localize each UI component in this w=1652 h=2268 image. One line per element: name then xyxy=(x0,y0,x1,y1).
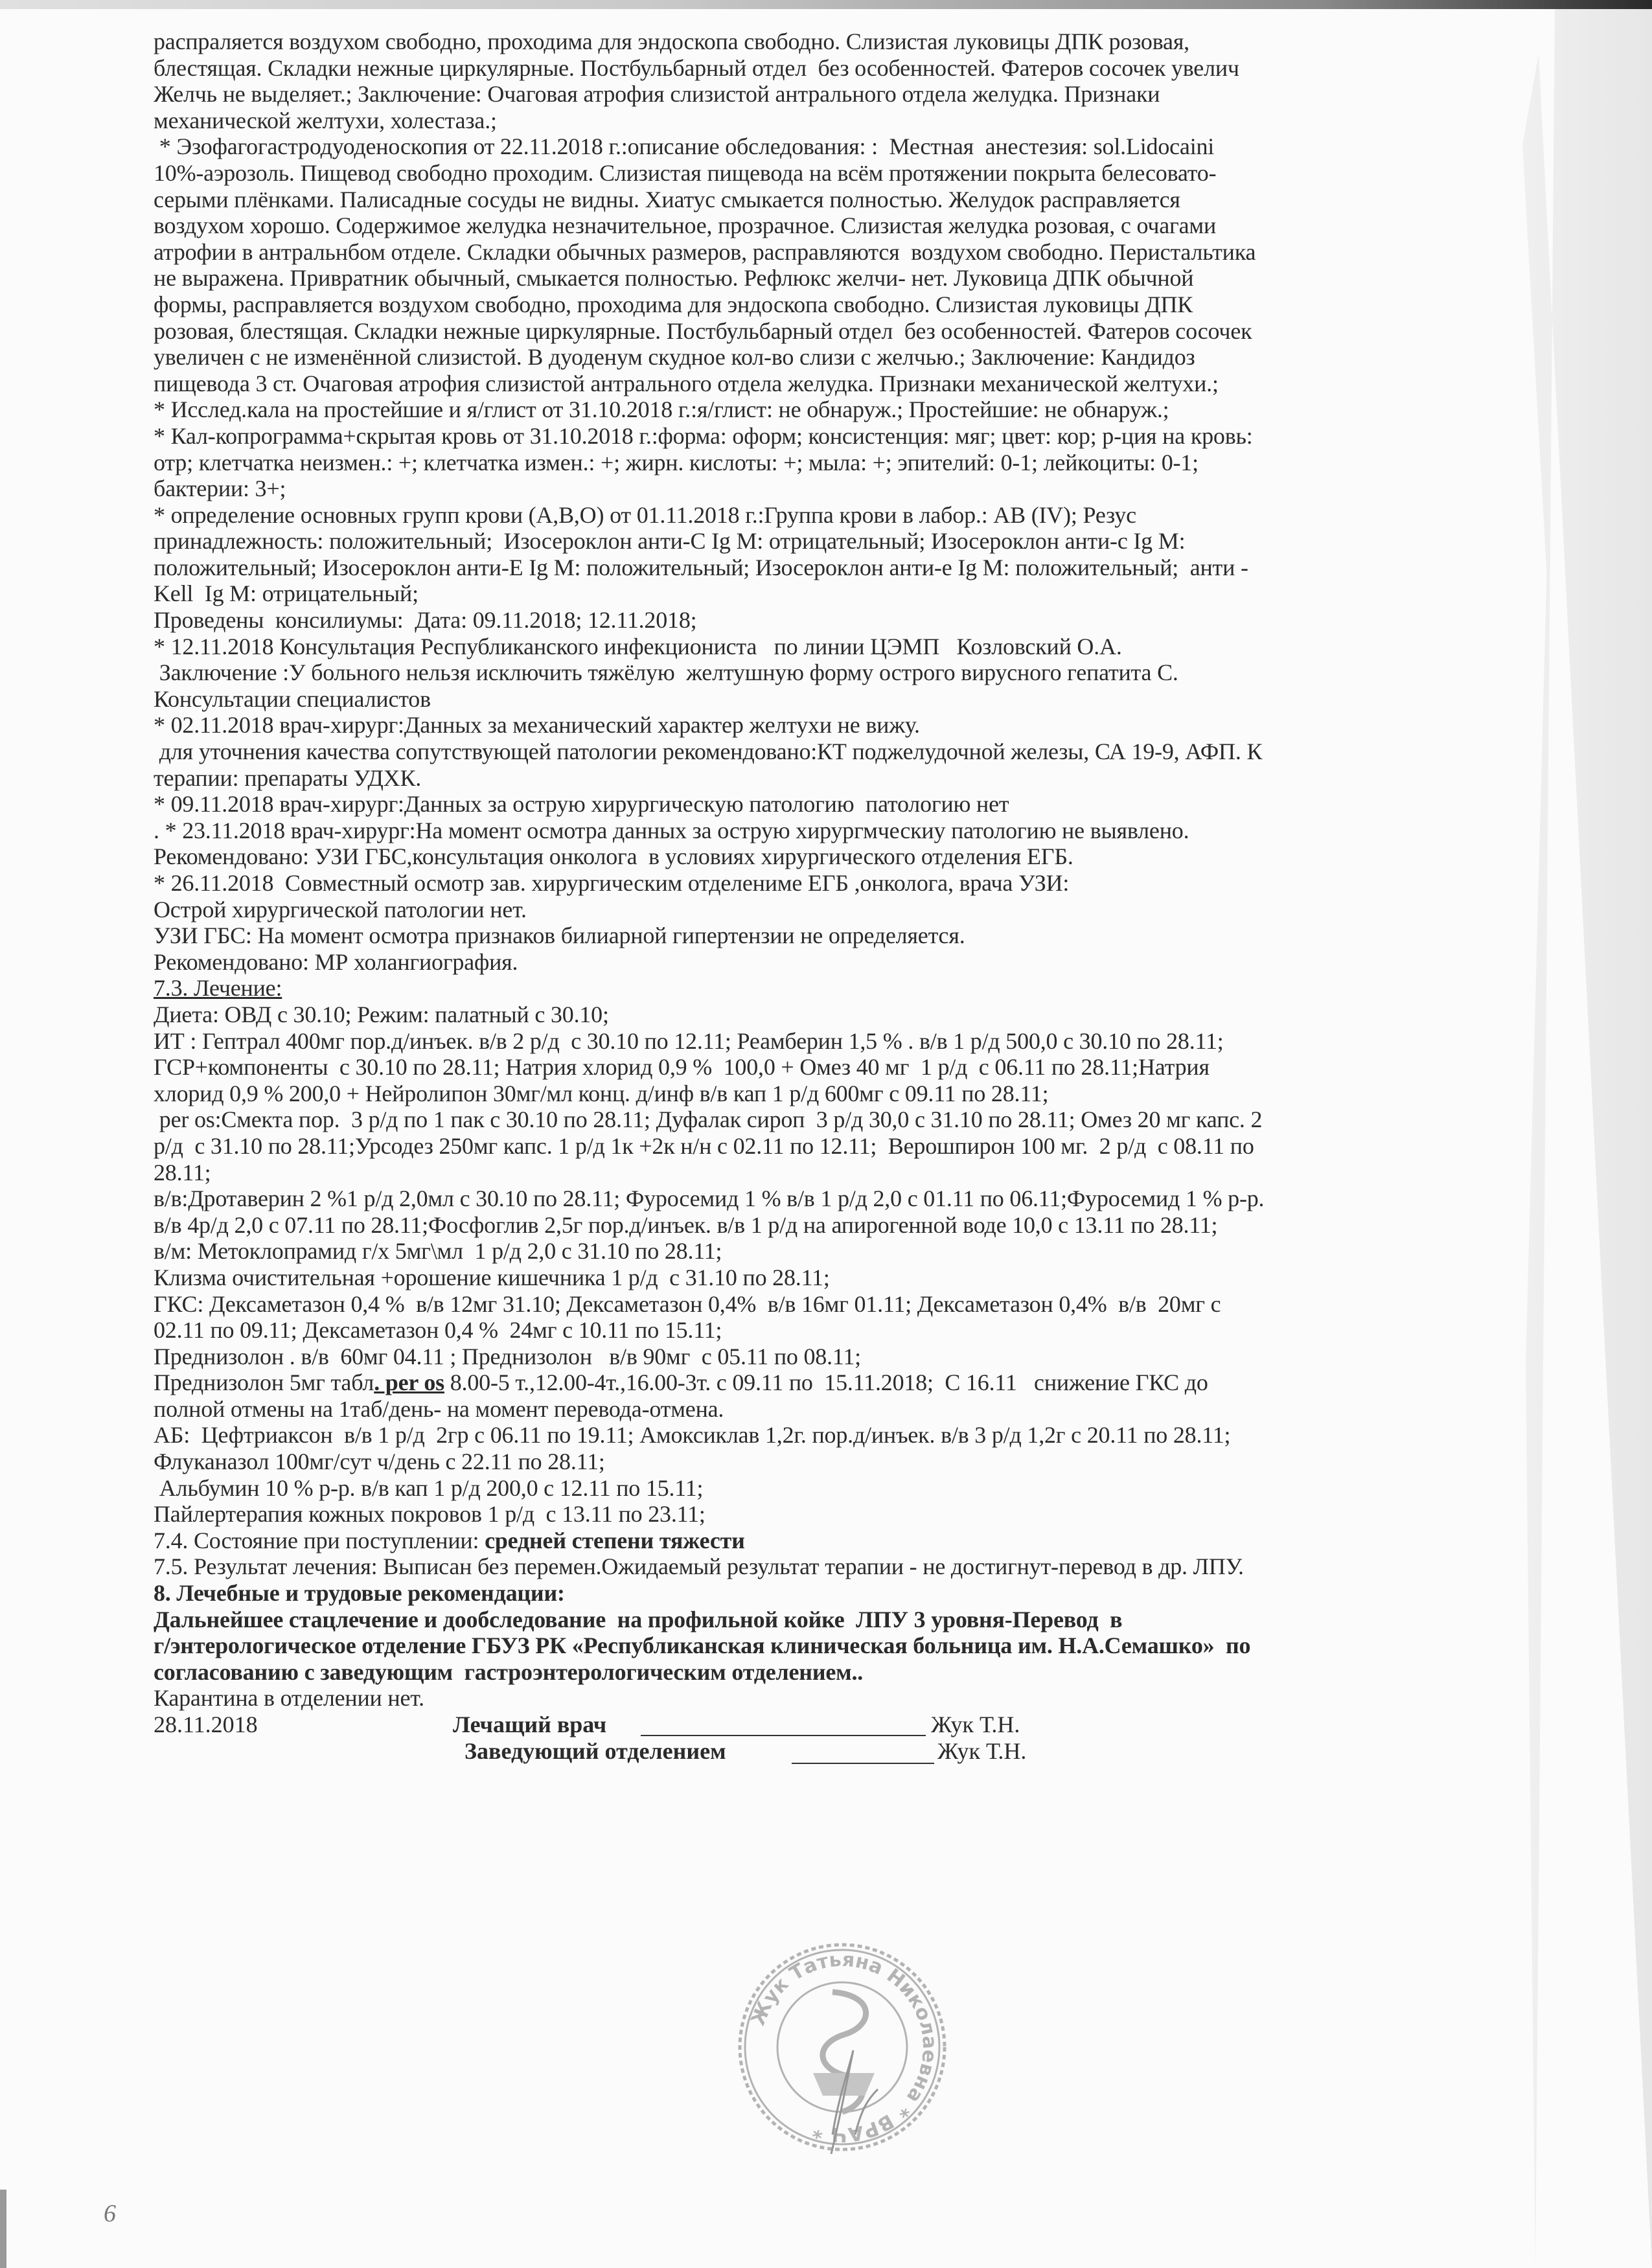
text-line: отр; клетчатка неизмен.: +; клетчатка измен.: +; жирн. кислоты: +; мыла: +; эпителий: 0-1; лейкоциты: 0-1; xyxy=(154,449,1199,475)
doctor-stamp xyxy=(735,1940,949,2154)
text-line: . * 23.11.2018 врач-хирург:На момент осмотра данных за острую хирургмческиу патологию не выявлено. xyxy=(154,817,1189,843)
text-line: розовая, блестящая. Складки нежные циркулярные. Постбульбарный отдел без особенностей. Фатеров сосочек xyxy=(154,317,1252,344)
recommendation-line: Дальнейшее стацлечение и дообследование на профильной койке ЛПУ 3 уровня-Перевод в xyxy=(154,1606,1123,1632)
signature-row-doctor xyxy=(154,1712,1527,1738)
condition-label: 7.4. Состояние при поступлении: xyxy=(154,1527,485,1553)
scan-left-edge xyxy=(0,2190,6,2268)
text-line: серыми плёнками. Палисадные сосуды не видны. Хиатус смыкается полностью. Желудок расправляется xyxy=(154,186,1180,212)
scan-top-shadow xyxy=(0,0,1652,9)
head-of-department-name: Жук Т.Н. xyxy=(937,1737,1027,1764)
text-line: ИТ : Гептрал 400мг пор.д/инъек. в/в 2 р/д с 30.10 по 12.11; Реамберин 1,5 % . в/в 1 р/д 500,0 с 30.10 по 28.11; xyxy=(154,1027,1224,1054)
stamp-text: Жук Татьяна Николаевна * ВРАЧ * xyxy=(746,1948,941,2146)
document-body xyxy=(154,29,1527,1764)
text-line: хлорид 0,9 % 200,0 + Нейролипон 30мг/мл конц. д/инф в/в кап 1 р/д 600мг с 09.11 по 28.11; xyxy=(154,1080,1049,1106)
text-line: положительный; Изосероклон анти-Е Ig M: положительный; Изосероклон анти-е Ig M: положительный; анти - xyxy=(154,554,1248,580)
text-line: распраляется воздухом свободно, проходима для эндоскопа свободно. Слизистая луковицы ДПК розовая, xyxy=(154,29,1189,54)
attending-doctor-label: Лечащий врач xyxy=(453,1712,607,1737)
text-line: в/м: Метоклопрамид г/х 5мг\мл 1 р/д 2,0 с 31.10 по 28.11; xyxy=(154,1238,722,1265)
recommendations-heading: 8. Лечебные и трудовые рекомендации: xyxy=(154,1580,565,1607)
treatment-list-continued xyxy=(154,1396,1527,1528)
recommendation-line: согласованию с заведующим гастроэнтерологическим отделением.. xyxy=(154,1658,864,1685)
condition-value: средней степени тяжести xyxy=(485,1527,745,1553)
text-line: ГКС: Дексаметазон 0,4 % в/в 12мг 31.10; Дексаметазон 0,4% в/в 16мг 01.11; Дексаметазон 0,4% в/в 20мг с xyxy=(154,1290,1221,1317)
text-line: * Кал-копрограмма+скрытая кровь от 31.10.2018 г.:форма: оформ; консистенция: мяг; цвет: кор; р-ция на кровь: xyxy=(154,422,1253,449)
doctor-signature-line xyxy=(641,1735,926,1736)
text-line: 10%-аэрозоль. Пищевод свободно проходим. Слизистая пищевода на всём протяжении покрыта белесовато- xyxy=(154,159,1217,186)
prednisolone-line xyxy=(154,1369,1527,1396)
treatment-list xyxy=(154,1002,1527,1369)
text-line: Заключение :У больного нельзя исключить тяжёлую желтушную форму острого вирусного гепатита С. xyxy=(154,659,1178,686)
text-line: Проведены консилиумы: Дата: 09.11.2018; 12.11.2018; xyxy=(154,607,697,634)
text-line: * 26.11.2018 Совместный осмотр зав. хирургическим отделениме ЕГБ ,онколога, врача УЗИ: xyxy=(154,870,1070,896)
text-line: * определение основных групп крови (А,В,О) от 01.11.2018 г.:Группа крови в лабор.: АВ (IV); Резус xyxy=(154,501,1136,528)
examination-text xyxy=(154,29,1527,975)
condition-line xyxy=(154,1528,1527,1554)
text-line: механической желтухи, холестаза.; xyxy=(154,107,497,133)
stamp-outer-ring xyxy=(740,1945,945,2149)
text-line: Преднизолон . в/в 60мг 04.11 ; Преднизолон в/в 90мг с 05.11 по 08.11; xyxy=(154,1343,861,1369)
text-line: терапии: препараты УДХК. xyxy=(154,764,422,791)
text-line: Пайлертерапия кожных покровов 1 р/д с 13.11 по 23.11; xyxy=(154,1501,706,1528)
signature-date: 28.11.2018 xyxy=(154,1712,258,1737)
text-line: per os:Смекта пор. 3 р/д по 1 пак с 30.10 по 28.11; Дуфалак сироп 3 р/д 30,0 с 31.10 по 28.11; Омез 20 мг капс. 2 xyxy=(154,1106,1263,1133)
recommendation-line: г/энтерологическое отделение ГБУЗ РК «Республиканская клиническая больница им. Н.А.Семашко» по xyxy=(154,1632,1251,1659)
head-signature-line xyxy=(792,1763,934,1764)
text-line: Рекомендовано: УЗИ ГБС,консультация онколога в условиях хирургического отделения ЕГБ. xyxy=(154,843,1073,870)
text-line: * 12.11.2018 Консультация Республиканского инфекциониста по линии ЦЭМП Козловский О.А. xyxy=(154,633,1122,659)
text-line: бактерии: 3+; xyxy=(154,475,286,502)
text-line: в/в 4р/д 2,0 с 07.11 по 28.11;Фосфоглив 2,5г пор.д/инъек. в/в 1 р/д на апирогенной воде 10,0 с 13.11 по 28.11; xyxy=(154,1211,1218,1238)
treatment-result: 7.5. Результат лечения: Выписан без перемен.Ожидаемый результат терапии - не достигнут-перевод в др. ЛПУ. xyxy=(154,1553,1244,1580)
text-line: Флуканазол 100мг/сут ч/день с 22.11 по 28.11; xyxy=(154,1449,605,1475)
text-line: Диета: ОВД с 30.10; Режим: палатный с 30.10; xyxy=(154,1001,609,1027)
text-line: ГСР+компоненты с 30.10 по 28.11; Натрия хлорид 0,9 % 100,0 + Омез 40 мг 1 р/д с 06.11 по 28.11;Натрия xyxy=(154,1054,1210,1081)
signature-row-head xyxy=(154,1738,1527,1765)
quarantine-note: Карантина в отделении нет. xyxy=(154,1685,424,1712)
text-line: не выражена. Привратник обычный, смыкается полностью. Рефлюкс желчи- нет. Луковица ДПК обычной xyxy=(154,265,1194,292)
text-line: Острой хирургической патологии нет. xyxy=(154,896,527,922)
text-line: * 09.11.2018 врач-хирург:Данных за острую хирургическую патологию патологию нет xyxy=(154,791,1009,818)
page-number: 6 xyxy=(104,2200,116,2227)
per-os-emphasis: . per os xyxy=(374,1369,444,1396)
text-line: * 02.11.2018 врач-хирург:Данных за механический характер желтухи не вижу. xyxy=(154,712,920,739)
text-line: Консультации специалистов xyxy=(154,685,431,712)
text-line: блестящая. Складки нежные циркулярные. Постбульбарный отдел без особенностей. Фатеров сосочек увелич xyxy=(154,54,1239,81)
attending-doctor-name: Жук Т.Н. xyxy=(931,1712,1020,1737)
text-line: атрофии в антральнбом отделе. Складки обычных размеров, расправляются воздухом свободно. Перистальтика xyxy=(154,238,1256,265)
text-line: Клизма очистительная +орошение кишечника 1 р/д с 31.10 по 28.11; xyxy=(154,1264,830,1290)
text-line: в/в:Дротаверин 2 %1 р/д 2,0мл с 30.10 по 28.11; Фуросемид 1 % в/в 1 р/д 2,0 с 01.11 по 06.11;Фуросемид 1 % р-р. xyxy=(154,1186,1265,1212)
text-line: полной отмены на 1таб/день- на момент перевода-отмена. xyxy=(154,1395,724,1422)
text-line: * Исслед.кала на простейшие и я/глист от 31.10.2018 г.:я/глист: не обнаруж.; Простейшие: не обнаруж.; xyxy=(154,396,1169,423)
text-line: 02.11 по 09.11; Дексаметазон 0,4 % 24мг с 10.11 по 15.11; xyxy=(154,1317,722,1344)
text-line: увеличен с не изменённой слизистой. В дуоденум скудное кол-во слизи с желчью.; Заключение: Кандидоз xyxy=(154,344,1195,371)
text-line: принадлежность: положительный; Изосероклон анти-С Ig M: отрицательный; Изосероклон анти-с Ig M: xyxy=(154,528,1186,555)
text-line: пищевода 3 ст. Очаговая атрофия слизистой антрального отдела желудка. Признаки механической желтухи.; xyxy=(154,370,1219,396)
text-line: АБ: Цефтриаксон в/в 1 р/д 2гр с 06.11 по 19.11; Амоксиклав 1,2г. пор.д/инъек. в/в 3 р/д 1,2г с 20.11 по 28.11; xyxy=(154,1422,1231,1449)
text-line: Желчь не выделяет.; Заключение: Очаговая атрофия слизистой антрального отдела желудка. Признаки xyxy=(154,81,1160,108)
text-line: р/д с 31.10 по 28.11;Урсодез 250мг капс. 1 р/д 1к +2к н/н с 02.11 по 12.11; Верошпирон 100 мг. 2 р/д с 08.11 по xyxy=(154,1132,1254,1159)
text-line: воздухом хорошо. Содержимое желудка незначительное, прозрачное. Слизистая желудка розовая, с очагами xyxy=(154,212,1217,239)
text-line: * Эзофагогастродуоденоскопия от 22.11.2018 г.:описание обследования: : Местная анестезия: sol.Lidocaini xyxy=(154,133,1215,160)
prednisolone-text: Преднизолон 5мг табл xyxy=(154,1369,374,1396)
text-line: формы, расправляется воздухом свободно, проходима для эндоскопа свободно. Слизистая луковицы ДПК xyxy=(154,291,1193,317)
head-of-department-label: Заведующий отделением xyxy=(465,1737,726,1764)
treatment-heading: 7.3. Лечение: xyxy=(154,975,282,1002)
text-line: для уточнения качества сопутствующей патологии рекомендовано:КТ поджелудочной железы, СА 19-9, АФП. К xyxy=(154,739,1263,765)
text-line: Альбумин 10 % р-р. в/в кап 1 р/д 200,0 с 12.11 по 15.11; xyxy=(154,1474,704,1501)
text-line: Kell Ig M: отрицательный; xyxy=(154,580,419,607)
text-line: УЗИ ГБС: На момент осмотра признаков билиарной гипертензии не определяется. xyxy=(154,922,965,949)
text-line: 28.11; xyxy=(154,1159,211,1186)
prednisolone-schedule: 8.00-5 т.,12.00-4т.,16.00-3т. с 09.11 по 15.11.2018; С 16.11 снижение ГКС до xyxy=(444,1369,1208,1396)
text-line: Рекомендовано: МР холангиография. xyxy=(154,948,518,975)
